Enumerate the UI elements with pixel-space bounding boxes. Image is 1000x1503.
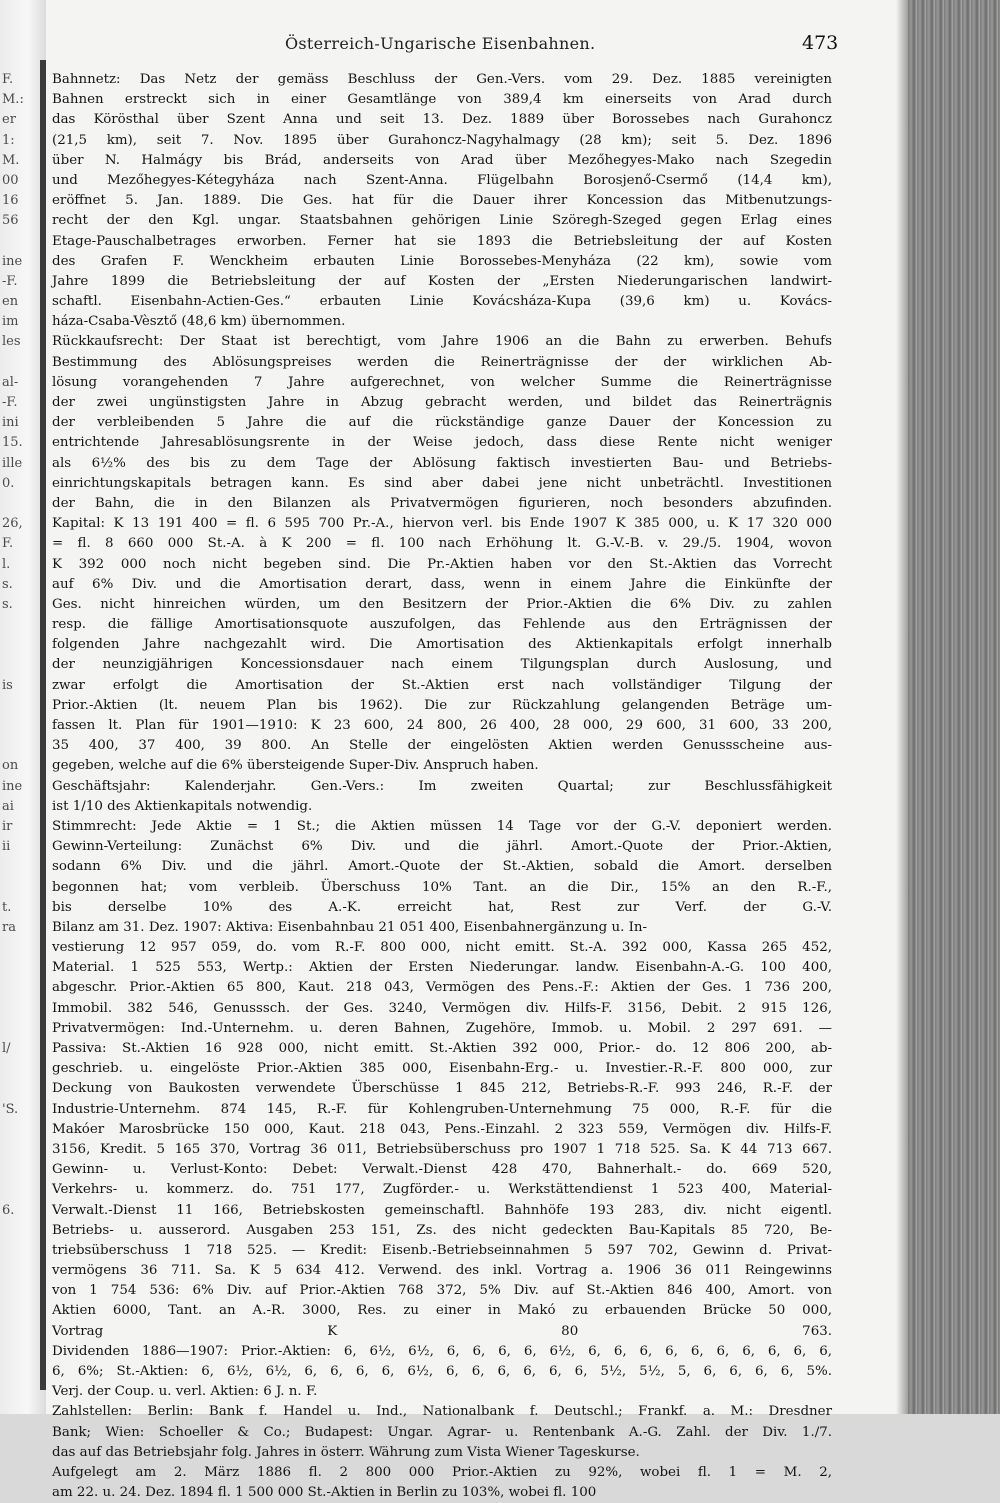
text-line: Vortrag K 80 763. bbox=[52, 1323, 832, 1339]
page-header-title: Österreich-Ungarische Eisenbahnen. bbox=[285, 34, 596, 53]
text-line: Bilanz am 31. Dez. 1907: Aktiva: Eisenbahnbau 21 051 400, Eisenbahnergänzung u. In- bbox=[52, 919, 648, 935]
margin-fragment: 'S. bbox=[2, 1101, 19, 1117]
margin-fragment bbox=[2, 635, 36, 655]
text-line: háza-Csaba-Vèsztő (48,6 km) übernommen. bbox=[52, 314, 346, 330]
text-line: Verkehrs- u. kommerz. do. 751 177, Zugförder.- u. Werkstättendienst 1 523 400, Material- bbox=[52, 1182, 832, 1198]
margin-fragment: -F. bbox=[2, 395, 18, 410]
text-line: Dividenden 1886—1907: Prior.-Aktien: 6, 6½, 6½, 6, 6, 6, 6, 6½, 6, 6, 6, 6, 6, 6, 6, 6, 6, 6, bbox=[52, 1343, 832, 1359]
text-line: begonnen hat; vom verbleib. Überschuss 10% Tant. an die Dir., 15% an den R.-F., bbox=[52, 879, 832, 895]
text-line: bis derselbe 10% des A.-K. erreicht hat, Rest zur Verf. der G.-V. bbox=[52, 899, 832, 915]
text-line: Industrie-Unternehm. 874 145, R.-F. für Kohlengruben-Unternehmung 75 000, R.-F. für die bbox=[52, 1101, 832, 1117]
margin-fragment bbox=[2, 857, 36, 877]
binding-shadow bbox=[40, 60, 46, 1390]
margin-fragment: s. bbox=[2, 576, 13, 592]
text-line: fassen lt. Plan für 1901—1910: K 23 600, 24 800, 26 400, 28 000, 29 600, 31 600, 33 200, bbox=[52, 718, 832, 733]
margin-fragment bbox=[2, 1120, 36, 1140]
text-line: Passiva: St.-Aktien 16 928 000, nicht emitt. St.-Aktien 392 000, Prior.- do. 12 806 200, ab- bbox=[52, 1041, 832, 1056]
margin-fragment: im bbox=[2, 314, 19, 330]
margin-fragment bbox=[2, 1241, 36, 1261]
text-line: Bahnen erstreckt sich in einer Gesamtlänge von 389,4 km einerseits von Arad durch bbox=[52, 92, 832, 108]
margin-fragment bbox=[2, 978, 36, 998]
text-line: auf 6% Div. und die Amortisation derart, dass, wenn in einem Jahre die Einkünfte der bbox=[52, 576, 832, 592]
margin-fragment: er bbox=[2, 112, 16, 128]
text-line: der verbleibenden 5 Jahre die auf die rückständige ganze Dauer der Koncession zu bbox=[52, 415, 832, 431]
margin-fragment bbox=[2, 1221, 36, 1241]
margin-fragment bbox=[2, 696, 36, 716]
text-line: Kapital: K 13 191 400 = fl. 6 595 700 Pr.-A., hiervon verl. bis Ende 1907 K 385 000, u. K 17 320 000 bbox=[52, 516, 832, 532]
page-number: 473 bbox=[802, 32, 839, 54]
margin-fragment: 0. bbox=[2, 475, 15, 491]
margin-fragment: F. bbox=[2, 72, 14, 87]
text-line: Verwalt.-Dienst 11 166, Betriebskosten gemeinschaftl. Bahnhöfe 193 283, div. nicht eigentl. bbox=[52, 1202, 832, 1218]
text-line: Ges. nicht hinreichen würden, um den Besitzern der Prior.-Aktien die 6% Div. zu zahlen bbox=[52, 596, 832, 612]
text-line: 6, 6%; St.-Aktien: 6, 6½, 6½, 6, 6, 6, 6, 6½, 6, 6, 6, 6, 6, 6, 5½, 5½, 5, 6, 6, 6, 6, 5%. bbox=[52, 1364, 832, 1379]
text-line: folgenden Jahre nachgezahlt wird. Die Amortisation des Aktienkapitals erfolgt innerhalb bbox=[52, 637, 832, 653]
margin-fragment: 26, bbox=[2, 516, 23, 532]
text-line: Privatvermögen: Ind.-Unternehm. u. deren Bahnen, Zugehöre, Immob. u. Mobil. 2 297 691. — bbox=[52, 1020, 832, 1036]
margin-fragment: ra bbox=[2, 919, 16, 935]
text-line: Betriebs- u. ausserord. Ausgaben 253 151, Zs. des nicht gedeckten Bau-Kapitals 85 720, Be- bbox=[52, 1222, 832, 1238]
margin-fragment bbox=[2, 999, 36, 1019]
margin-fragment bbox=[2, 1140, 36, 1160]
text-line: Aufgelegt am 2. März 1886 fl. 2 800 000 Prior.-Aktien zu 92%, wobei fl. 1 = M. 2, bbox=[52, 1464, 832, 1480]
margin-fragment: ai bbox=[2, 798, 14, 814]
margin-fragment bbox=[2, 938, 36, 958]
text-line: (21,5 km), seit 7. Nov. 1895 über Gurahoncz-Nagyhalmagy (28 km); seit 5. Dez. 1896 bbox=[52, 132, 832, 148]
text-line: Jahre 1899 die Betriebsleitung der auf Kosten der „Ersten Niederungarischen landwirt- bbox=[52, 273, 832, 289]
text-line: triebsüberschuss 1 718 525. — Kredit: Eisenb.-Betriebseinnahmen 5 597 702, Gewinn d. Privat- bbox=[52, 1242, 832, 1258]
margin-fragment bbox=[2, 736, 36, 756]
margin-fragment bbox=[2, 1180, 36, 1200]
article-body bbox=[52, 70, 832, 1503]
text-line: recht der den Kgl. ungar. Staatsbahnen gehörigen Linie Szöregh-Szeged gegen Erlag eines bbox=[52, 213, 832, 229]
margin-fragment: en bbox=[2, 294, 19, 310]
text-line: von 1 754 536: 6% Div. auf Prior.-Aktien 768 372, 5% Div. auf St.-Aktien 846 400, Amort. von bbox=[52, 1283, 832, 1299]
margin-fragment: is bbox=[2, 677, 13, 693]
margin-fragment: M.: bbox=[2, 92, 24, 108]
margin-fragment bbox=[2, 1019, 36, 1039]
text-line: Zahlstellen: Berlin: Bank f. Handel u. Ind., Nationalbank f. Deutschl.; Frankf. a. M.: Dresdner bbox=[52, 1404, 832, 1420]
text-line: 3156, Kredit. 5 165 370, Vortrag 36 011, Betriebsüberschuss pro 1907 1 718 525. Sa. K 44 713 667. bbox=[52, 1141, 832, 1157]
text-line: Prior.-Aktien (lt. neuem Plan bis 1962). Die zur Rückzahlung gelangenden Beträge um- bbox=[52, 697, 832, 713]
text-line: der neunzigjährigen Koncessionsdauer nach einem Tilgungsplan durch Auslosung, und bbox=[52, 657, 832, 673]
margin-fragment: t. bbox=[2, 899, 12, 915]
text-line: Geschäftsjahr: Kalenderjahr. Gen.-Vers.: Im zweiten Quartal; zur Beschlussfähigkeit bbox=[52, 778, 832, 794]
margin-fragment: 00 bbox=[2, 172, 19, 188]
text-line: geschrieb. u. eingelöste Prior.-Aktien 385 000, Eisenbahn-Erg.- u. Investier.-R.-F. 800 000, zur bbox=[52, 1061, 832, 1077]
margin-fragment bbox=[2, 494, 36, 514]
text-line: Aktien 6000, Tant. an A.-R. 3000, Res. zu einer in Makó zu erbauenden Brücke 50 000, bbox=[52, 1303, 832, 1319]
margin-fragment: 1: bbox=[2, 132, 15, 148]
margin-fragment: ine bbox=[2, 253, 23, 269]
text-line: schaftl. Eisenbahn-Actien-Ges.“ erbauten Linie Kovácsháza-Kupa (39,6 km) u. Kovács- bbox=[52, 294, 832, 310]
margin-fragment: 6. bbox=[2, 1202, 15, 1218]
margin-fragment: M. bbox=[2, 152, 20, 168]
text-line: sodann 6% Div. und die jährl. Amort.-Quote der St.-Aktien, sobald die Amort. derselben bbox=[52, 859, 832, 875]
text-line: Material. 1 525 553, Wertp.: Aktien der Ersten Niederungar. landw. Eisenbahn-A.-G. 100 400, bbox=[52, 960, 832, 976]
margin-fragment bbox=[2, 1059, 36, 1079]
text-line: Rückkaufsrecht: Der Staat ist berechtigt, vom Jahre 1906 an die Bahn zu erwerben. Behufs bbox=[52, 334, 832, 350]
text-line: zwar erfolgt die Amortisation der St.-Aktien erst nach vollständiger Tilgung der bbox=[52, 677, 832, 693]
text-line: resp. die fällige Amortisationsquote auszufolgen, das Fehlende aus den Erträgnissen der bbox=[52, 617, 832, 633]
text-line: K 392 000 noch nicht begeben sind. Die Pr.-Aktien haben vor den St.-Aktien das Vorrecht bbox=[52, 556, 832, 572]
book-edge-pages bbox=[908, 0, 1000, 1414]
margin-fragment bbox=[2, 232, 36, 252]
text-line: entrichtende Jahresablösungsrente in der Weise jedoch, dass diese Rente nicht weniger bbox=[52, 435, 832, 451]
text-line: abgeschr. Prior.-Aktien 65 800, Kaut. 218 043, Vermögen des Pens.-F.: Aktien der Ges. 1 736 200, bbox=[52, 980, 832, 996]
text-line: ist 1/10 des Aktienkapitals notwendig. bbox=[52, 798, 313, 814]
text-line: Deckung von Baukosten verwendete Überschüsse 1 845 212, Betriebs-R.-F. 993 246, R.-F. der bbox=[52, 1081, 832, 1097]
margin-fragment bbox=[2, 655, 36, 675]
margin-fragment bbox=[2, 1079, 36, 1099]
text-line: am 22. u. 24. Dez. 1894 fl. 1 500 000 St.-Aktien in Berlin zu 103%, wobei fl. 100 bbox=[52, 1485, 597, 1501]
margin-fragment bbox=[2, 716, 36, 736]
margin-fragment: ir bbox=[2, 818, 13, 834]
margin-fragment: 16 bbox=[2, 193, 19, 209]
text-line: Makóer Marosbrücke 150 000, Kaut. 218 043, Pens.-Einzahl. 2 323 559, Vermögen div. Hilfs-F. bbox=[52, 1121, 832, 1137]
margin-fragment: l/ bbox=[2, 1041, 11, 1056]
text-line: lösung vorangehenden 7 Jahre aufgerechnet, von welcher Summe die Reinerträgnisse bbox=[52, 374, 832, 390]
text-line: vermögens 36 711. Sa. K 5 634 412. Verwend. des inkl. Vortrag a. 1906 36 011 Reingewinns bbox=[52, 1263, 832, 1279]
margin-fragment: on bbox=[2, 758, 19, 774]
margin-fragment bbox=[2, 878, 36, 898]
text-line: der Bahn, die in den Bilanzen als Privatvermögen figurieren, noch besonders abzufinden. bbox=[52, 495, 832, 511]
margin-fragment: l. bbox=[2, 556, 11, 572]
text-line: gegeben, welche auf die 6% übersteigende Super-Div. Anspruch haben. bbox=[52, 758, 539, 774]
margin-fragment bbox=[2, 353, 36, 373]
margin-fragment: ille bbox=[2, 455, 23, 471]
text-line: Bahnnetz: Das Netz der gemäss Beschluss der Gen.-Vers. vom 29. Dez. 1885 vereinigten bbox=[52, 72, 832, 87]
margin-fragment: ine bbox=[2, 778, 23, 794]
text-line: und Mezőhegyes-Kétegyháza nach Szent-Anna. Flügelbahn Borosjenő-Csermő (14,4 km), bbox=[52, 172, 832, 188]
text-line: Gewinn-Verteilung: Zunächst 6% Div. und die jährl. Amort.-Quote der Prior.-Aktien, bbox=[52, 839, 832, 855]
text-line: des Grafen F. Wenckheim erbauten Linie Borossebes-Menyháza (22 km), sowie vom bbox=[52, 253, 832, 269]
margin-fragment bbox=[2, 1160, 36, 1180]
margin-fragment bbox=[2, 615, 36, 635]
text-line: Bank; Wien: Schoeller & Co.; Budapest: Ungar. Agrar- u. Rentenbank A.-G. Zahl. der Div. 1./7. bbox=[52, 1424, 832, 1440]
text-line: Stimmrecht: Jede Aktie = 1 St.; die Aktien müssen 14 Tage vor der G.-V. deponiert werden. bbox=[52, 818, 832, 834]
margin-fragment: F. bbox=[2, 536, 14, 552]
margin-fragment bbox=[2, 958, 36, 978]
text-line: eröffnet 5. Jan. 1889. Die Ges. hat für die Dauer ihrer Koncession das Mitbenutzungs- bbox=[52, 193, 832, 209]
text-line: Immobil. 382 546, Genusssch. der Ges. 3240, Vermögen div. Hilfs-F. 3156, Debit. 2 915 126, bbox=[52, 1000, 832, 1016]
text-line: vestierung 12 957 059, do. vom R.-F. 800 000, nicht emitt. St.-A. 392 000, Kassa 265 452, bbox=[52, 940, 832, 956]
margin-bleed-column bbox=[2, 70, 36, 1261]
page-curl-shadow bbox=[896, 0, 908, 1414]
text-line: der zwei ungünstigsten Jahre in Abzug gebracht werden, und bildet das Reinerträgnis bbox=[52, 395, 832, 410]
text-line: das auf das Betriebsjahr folg. Jahres in österr. Währung zum Vista Wiener Tageskurse. bbox=[52, 1444, 640, 1460]
margin-fragment: al- bbox=[2, 374, 19, 390]
margin-fragment: ini bbox=[2, 415, 19, 431]
text-line: Etage-Pauschalbetrages erworben. Ferner hat sie 1893 die Betriebsleitung der auf Kosten bbox=[52, 233, 832, 249]
margin-fragment: ii bbox=[2, 839, 11, 855]
text-line: Bestimmung des Ablösungspreises werden die Reinerträgnisse der der wirklichen Ab- bbox=[52, 354, 832, 370]
margin-fragment: les bbox=[2, 334, 21, 350]
text-line: als 6½% des bis zu dem Tage der Ablösung faktisch investierten Bau- und Betriebs- bbox=[52, 455, 832, 471]
text-line: einrichtungskapitals betragen kann. Es sind aber dabei jene nicht unbeträchtl. Investitionen bbox=[52, 475, 832, 491]
text-line: das Körösthal über Szent Anna und seit 13. Dez. 1889 über Borossebes nach Gurahoncz bbox=[52, 112, 832, 128]
text-line: über N. Halmágy bis Brád, anderseits von Arad über Mezőhegyes-Mako nach Szegedin bbox=[52, 152, 832, 168]
text-line: Verj. der Coup. u. verl. Aktien: 6 J. n. F. bbox=[52, 1384, 318, 1400]
margin-fragment: 15. bbox=[2, 435, 23, 451]
text-line: = fl. 8 660 000 St.-A. à K 200 = fl. 100 nach Erhöhung lt. G.-V.-B. v. 29./5. 1904, wovon bbox=[52, 536, 832, 552]
margin-fragment: -F. bbox=[2, 273, 18, 289]
margin-fragment: 56 bbox=[2, 213, 19, 229]
text-line: Gewinn- u. Verlust-Konto: Debet: Verwalt.-Dienst 428 470, Bahnerhalt.- do. 669 520, bbox=[52, 1162, 832, 1178]
text-line: 35 400, 37 400, 39 800. An Stelle der eingelösten Aktien werden Genussscheine aus- bbox=[52, 738, 832, 754]
margin-fragment: s. bbox=[2, 596, 13, 612]
